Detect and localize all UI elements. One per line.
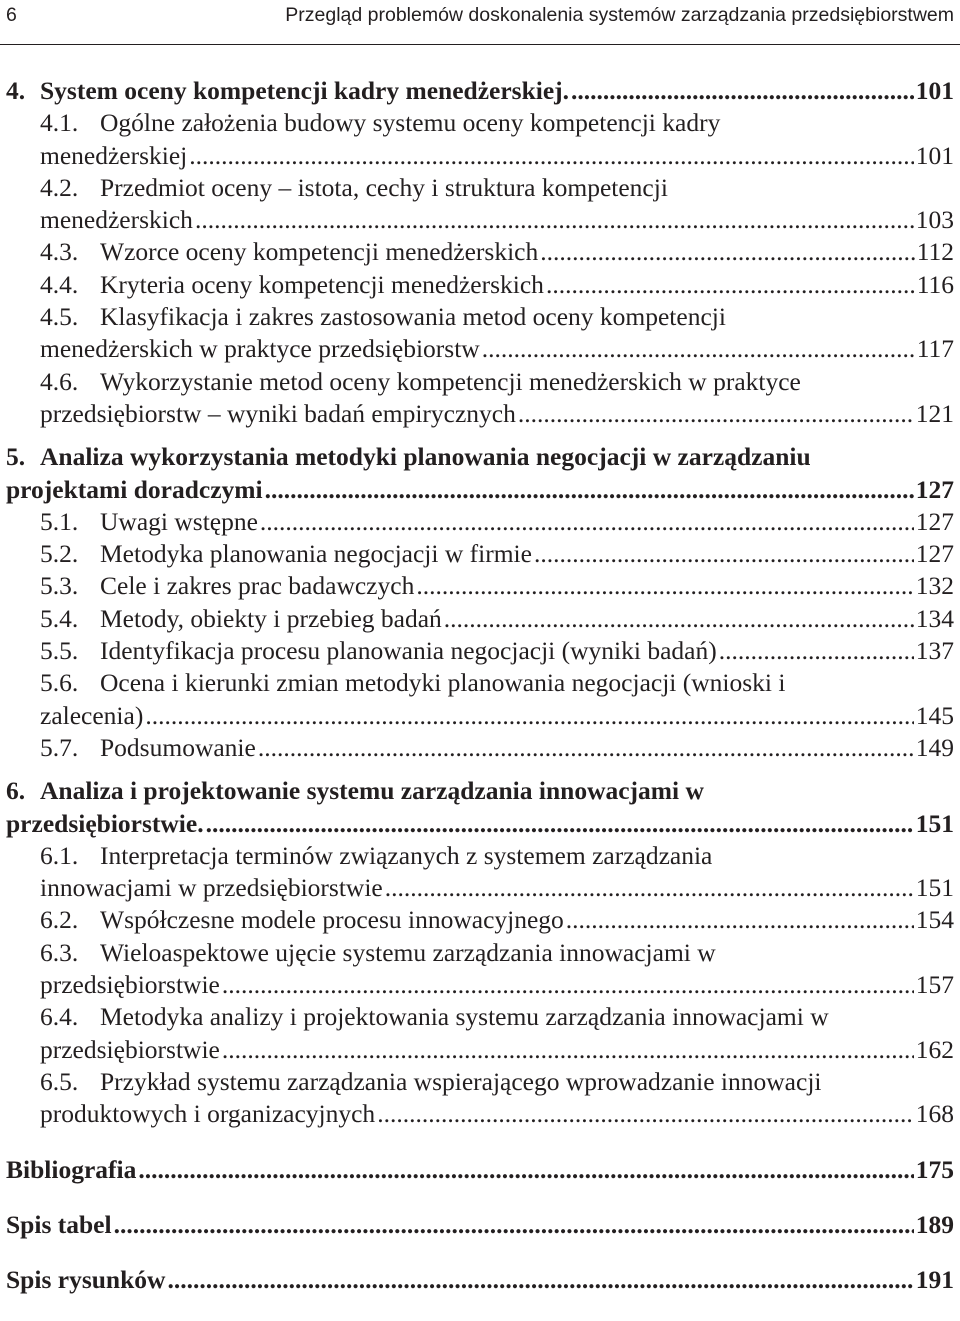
toc-title: menedżerskich w praktyce przedsiębiorstw [40, 334, 480, 364]
toc-page: 127 [915, 474, 954, 504]
toc-title-line: Wykorzystanie metod oceny kompetencji menedżerskich w praktyce [100, 366, 801, 396]
dot-leader [444, 603, 914, 635]
toc-title: przedsiębiorstwie [40, 970, 220, 1000]
dot-leader [195, 204, 914, 236]
dot-leader [518, 398, 914, 430]
toc-chapter-4[interactable] [6, 75, 954, 107]
page-number: 6 [6, 4, 17, 26]
toc-number: 5.7. [40, 732, 79, 762]
toc-list-of-figures[interactable] [6, 1264, 954, 1296]
toc-title: menedżerskiej [40, 140, 188, 170]
toc-title-line: Metodyka analizy i projektowania systemu zarządzania innowacjami w [100, 1002, 829, 1032]
toc-section-4-6-cont[interactable] [6, 398, 954, 430]
toc-section-5-6[interactable] [6, 667, 954, 699]
toc-page: 149 [915, 732, 954, 762]
toc-section-6-3-cont[interactable] [6, 969, 954, 1001]
toc-number: 5.1. [40, 506, 79, 536]
running-header [0, 0, 960, 45]
toc-section-6-5[interactable] [6, 1066, 954, 1098]
toc-page: 191 [915, 1265, 954, 1295]
toc-section-6-4[interactable] [6, 1001, 954, 1033]
toc-title-line: Przykład systemu zarządzania wspierającego wprowadzanie innowacji [100, 1066, 822, 1096]
dot-leader [571, 75, 914, 107]
toc-chapter-5-cont[interactable] [6, 474, 954, 506]
toc-number: 5. [6, 442, 26, 472]
toc-title: Kryteria oceny kompetencji menedżerskich [100, 269, 544, 299]
toc-title: Spis tabel [6, 1209, 112, 1239]
toc-page: 162 [915, 1034, 954, 1064]
toc-title: zalecenia) [40, 700, 144, 730]
toc-page: 127 [915, 539, 954, 569]
toc-section-4-1[interactable] [6, 107, 954, 139]
dot-leader [222, 1034, 914, 1066]
dot-leader [566, 904, 914, 936]
dot-leader [114, 1209, 914, 1241]
toc-section-5-2[interactable] [6, 538, 954, 570]
dot-leader [206, 808, 914, 840]
toc-section-6-3[interactable] [6, 937, 954, 969]
toc-section-4-2-cont[interactable] [6, 204, 954, 236]
toc-section-5-7[interactable] [6, 732, 954, 764]
table-of-contents [6, 75, 954, 1296]
dot-leader [385, 872, 914, 904]
toc-page: 137 [915, 636, 954, 666]
toc-bibliography[interactable] [6, 1154, 954, 1186]
toc-page: 112 [916, 237, 954, 267]
dot-leader [138, 1154, 913, 1186]
dot-leader [265, 474, 914, 506]
toc-title: przedsiębiorstw – wyniki badań empirycznych [40, 398, 516, 428]
toc-section-6-5-cont[interactable] [6, 1098, 954, 1130]
toc-number: 4.2. [40, 172, 79, 202]
toc-number: 6.5. [40, 1066, 79, 1096]
toc-title: Metodyka planowania negocjacji w firmie [100, 539, 532, 569]
toc-title-line: Interpretacja terminów związanych z systemem zarządzania [100, 840, 713, 870]
toc-number: 4.3. [40, 237, 79, 267]
toc-page: 121 [915, 398, 954, 428]
dot-leader [482, 333, 915, 365]
toc-title-line: Ocena i kierunki zmian metodyki planowania negocjacji (wnioski i [100, 668, 786, 698]
toc-chapter-6[interactable] [6, 775, 954, 807]
toc-title-line: Analiza i projektowanie systemu zarządzania innowacjami w [40, 776, 704, 806]
toc-section-6-1[interactable] [6, 840, 954, 872]
toc-page: 101 [915, 76, 954, 105]
toc-page: 151 [915, 873, 954, 903]
toc-number: 6.3. [40, 937, 79, 967]
dot-leader [260, 506, 914, 538]
toc-title: Podsumowanie [100, 732, 256, 762]
dot-leader [222, 969, 914, 1001]
toc-number: 5.2. [40, 539, 79, 569]
toc-section-4-5[interactable] [6, 301, 954, 333]
toc-number: 4.1. [40, 108, 79, 138]
dot-leader [540, 236, 914, 268]
toc-section-4-3[interactable] [6, 236, 954, 268]
toc-chapter-5[interactable] [6, 441, 954, 473]
toc-section-4-4[interactable] [6, 269, 954, 301]
toc-title: Metody, obiekty i przebieg badań [100, 603, 442, 633]
toc-section-4-2[interactable] [6, 172, 954, 204]
toc-page: 157 [915, 970, 954, 1000]
toc-section-6-4-cont[interactable] [6, 1034, 954, 1066]
dot-leader [416, 570, 913, 602]
toc-section-5-6-cont[interactable] [6, 700, 954, 732]
toc-page: 127 [915, 506, 954, 536]
toc-page: 134 [915, 603, 954, 633]
toc-section-4-1-cont[interactable] [6, 140, 954, 172]
toc-page: 145 [915, 700, 954, 730]
toc-number: 6.4. [40, 1002, 79, 1032]
toc-number: 6.2. [40, 905, 79, 935]
toc-page: 154 [915, 905, 954, 935]
toc-title: produktowych i organizacyjnych [40, 1099, 376, 1129]
toc-number: 4.4. [40, 269, 79, 299]
toc-title-line: Przedmiot oceny – istota, cechy i struktura kompetencji [100, 172, 668, 202]
toc-title: Identyfikacja procesu planowania negocjacji (wyniki badań) [100, 636, 717, 666]
toc-chapter-6-cont[interactable] [6, 808, 954, 840]
dot-leader [167, 1264, 913, 1296]
toc-page: 116 [916, 269, 954, 299]
toc-section-5-1[interactable] [6, 506, 954, 538]
toc-section-5-5[interactable] [6, 635, 954, 667]
toc-page: 189 [915, 1209, 954, 1239]
toc-page: 168 [915, 1099, 954, 1129]
dot-leader [258, 732, 914, 764]
toc-title: Cele i zakres prac badawczych [100, 571, 415, 601]
toc-number: 4.6. [40, 366, 79, 396]
toc-page: 103 [915, 205, 954, 235]
toc-title-line: Ogólne założenia budowy systemu oceny kompetencji kadry [100, 108, 721, 138]
toc-page: 175 [915, 1154, 954, 1184]
toc-number: 4.5. [40, 302, 79, 332]
toc-title: Spis rysunków [6, 1265, 166, 1295]
toc-title-line: Klasyfikacja i zakres zastosowania metod oceny kompetencji [100, 302, 726, 332]
dot-leader [546, 269, 915, 301]
toc-title: projektami doradczymi [6, 474, 263, 504]
toc-title: Współczesne modele procesu innowacyjnego [100, 905, 564, 935]
toc-page: 132 [915, 571, 954, 601]
toc-title: Wzorce oceny kompetencji menedżerskich [100, 237, 539, 267]
toc-title-line: Wieloaspektowe ujęcie systemu zarządzania innowacjami w [100, 937, 716, 967]
toc-number: 4. [6, 76, 26, 105]
dot-leader [534, 538, 914, 570]
toc-page: 117 [916, 334, 954, 364]
toc-number: 6.1. [40, 840, 79, 870]
toc-title-line: Analiza wykorzystania metodyki planowania negocjacji w zarządzaniu [40, 442, 811, 472]
dot-leader [719, 635, 914, 667]
toc-title: innowacjami w przedsiębiorstwie [40, 873, 383, 903]
toc-section-4-5-cont[interactable] [6, 333, 954, 365]
toc-number: 5.4. [40, 603, 79, 633]
toc-number: 5.5. [40, 636, 79, 666]
toc-title: przedsiębiorstwie [40, 1034, 220, 1064]
toc-title: przedsiębiorstwie. [6, 808, 204, 838]
toc-page: 151 [915, 808, 954, 838]
toc-list-of-tables[interactable] [6, 1209, 954, 1241]
toc-number: 6. [6, 776, 26, 806]
toc-section-4-6[interactable] [6, 366, 954, 398]
toc-section-6-2[interactable] [6, 904, 954, 936]
toc-number: 5.6. [40, 668, 79, 698]
dot-leader [377, 1098, 914, 1130]
toc-section-5-4[interactable] [6, 603, 954, 635]
dot-leader [145, 700, 913, 732]
toc-page: 101 [915, 140, 954, 170]
toc-title: Bibliografia [6, 1154, 137, 1184]
toc-title: System oceny kompetencji kadry menedżerskiej. [40, 76, 570, 105]
running-title: Przegląd problemów doskonalenia systemów zarządzania przedsiębiorstwem [285, 4, 954, 26]
toc-section-5-3[interactable] [6, 570, 954, 602]
toc-number: 5.3. [40, 571, 79, 601]
toc-section-6-1-cont[interactable] [6, 872, 954, 904]
toc-title: menedżerskich [40, 205, 193, 235]
toc-title: Uwagi wstępne [100, 506, 258, 536]
dot-leader [189, 140, 913, 172]
